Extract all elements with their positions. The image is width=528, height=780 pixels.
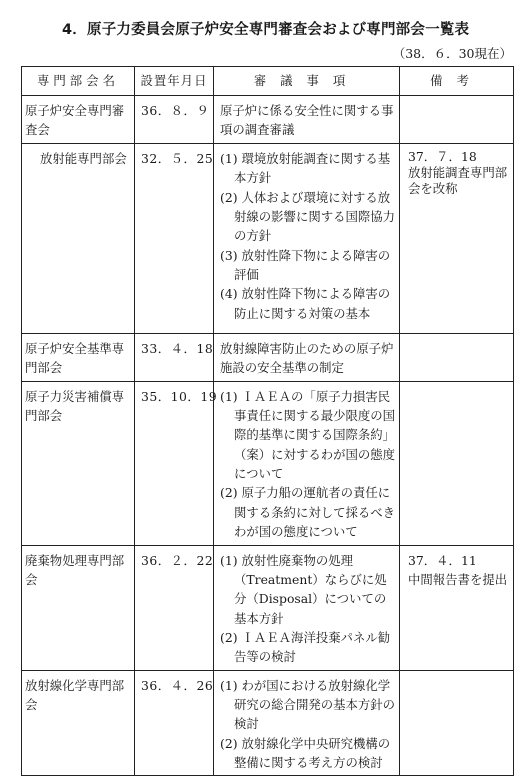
header-notes: 備考 xyxy=(400,67,514,96)
row-date: 33．４．18 xyxy=(135,334,214,382)
matter-item: (1) 環境放射能調査に関する基本方針 xyxy=(220,151,391,186)
table-header-row xyxy=(22,67,514,96)
row-matters xyxy=(214,545,400,670)
row-date: 36．４．26 xyxy=(135,670,214,776)
header-matters: 審議事項 xyxy=(214,67,400,96)
table-row xyxy=(22,144,514,334)
matter-item: (1) わが国における放射線化学研究の総合開発の基本方針の検討 xyxy=(220,677,396,732)
matter-item: (1) 放射性廃棄物の処理（Treatment）ならびに処分（Disposal）についての基本方針 xyxy=(220,552,387,626)
row-date: 36．２．22 xyxy=(135,545,214,670)
row-date: 36．８．９ xyxy=(135,96,214,144)
row-name: 原子力災害補償専門部会 xyxy=(22,381,135,545)
matter-item: 放射線障害防止のための原子炉施設の安全基準の制定 xyxy=(220,341,394,376)
committee-table xyxy=(21,66,514,776)
row-name: 原子炉安全基準専門部会 xyxy=(22,334,135,382)
table-row xyxy=(22,381,514,545)
table-row xyxy=(22,96,514,144)
row-date: 35．10．19 xyxy=(135,381,214,545)
matter-item: (3) 放射性降下物による障害の評価 xyxy=(220,247,391,283)
row-name: 原子炉安全専門審査会 xyxy=(22,96,135,144)
matter-item: (2) 放射線化学中央研究機構の整備に関する考え方の検討 xyxy=(220,735,391,771)
row-notes xyxy=(400,381,514,545)
row-name: 放射能専門部会 xyxy=(22,144,135,334)
table-row xyxy=(22,334,514,382)
row-matters xyxy=(214,334,400,382)
row-matters xyxy=(214,670,400,776)
row-notes xyxy=(400,144,514,334)
row-notes xyxy=(400,334,514,382)
header-name: 専門部会名 xyxy=(22,67,135,96)
row-date: 32．５．25 xyxy=(135,144,214,334)
as-of-date: （38．６．30現在） xyxy=(392,46,512,61)
table-row xyxy=(22,545,514,670)
row-notes xyxy=(400,670,514,776)
note-date: 37．７．18 xyxy=(408,149,477,164)
row-notes xyxy=(400,545,514,670)
header-date: 設置年月日 xyxy=(135,67,214,96)
row-matters xyxy=(214,96,400,144)
row-matters xyxy=(214,381,400,545)
matter-item: (2) ＩＡＥＡ海洋投棄パネル勧告等の検討 xyxy=(220,630,391,665)
page-title: 4．原子力委員会原子炉安全専門審査会および専門部会一覧表 xyxy=(62,22,470,38)
note-date: 37．４．11 xyxy=(408,552,477,568)
row-name: 廃棄物処理専門部会 xyxy=(22,545,135,670)
note-text: 中間報告書を提出 xyxy=(408,572,508,588)
table-row xyxy=(22,670,514,776)
matter-item: (2) 原子力船の運航者の責任に関する条約に対して採るべきわが国の態度について xyxy=(220,485,396,540)
row-name: 放射線化学専門部会 xyxy=(22,670,135,776)
matter-item: (2) 人体および環境に対する放射線の影響に関する国際協力の方針 xyxy=(220,189,396,244)
matter-item: (1) ＩＡＥＡの「原子力損害民事責任に関する最少限度の国際的基準に関する国際条約」（案）に対するわが国の態度について xyxy=(220,388,396,482)
row-matters xyxy=(214,144,400,334)
row-notes xyxy=(400,96,514,144)
note-text: 放射能調査専門部会を改称 xyxy=(408,165,508,197)
matter-item: (4) 放射性降下物による障害の防止に関する対策の基本 xyxy=(220,286,391,321)
matter-item: 原子炉に係る安全性に関する事項の調査審議 xyxy=(220,103,394,138)
